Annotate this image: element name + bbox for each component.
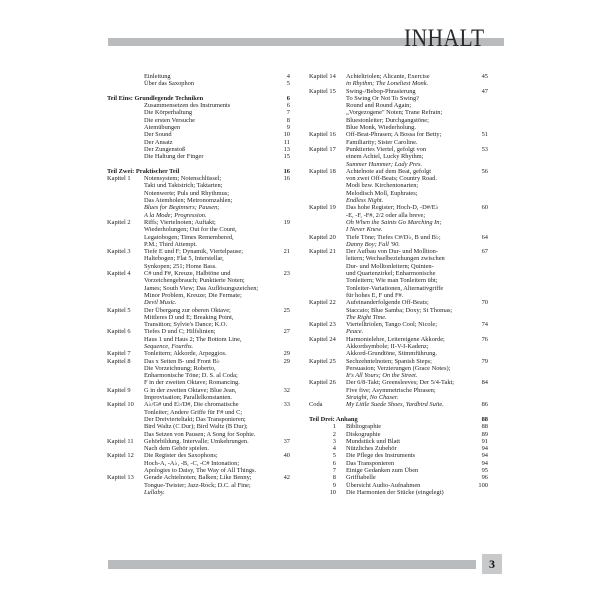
item-number: 3 <box>332 437 336 445</box>
entry-line: und Quartenzirkel; Enharmonische <box>346 270 436 278</box>
item-number: 10 <box>329 488 336 496</box>
entry-text <box>346 168 474 204</box>
section-title: Teil Drei: Anhang <box>309 415 358 423</box>
chapter-entry <box>309 358 488 380</box>
item-number <box>107 146 144 153</box>
item-page: 10 <box>283 131 290 139</box>
entry-label <box>107 80 144 87</box>
entry-line: Die Vorzeichnung; Roberto, <box>144 364 216 372</box>
appendix-item <box>309 445 488 452</box>
entry-line: Improvisation; Parallelkonstanten. <box>144 394 233 402</box>
entry-page: 53 <box>481 145 488 153</box>
entry-line: Die Register des Saxophons; <box>144 452 218 460</box>
entry-text <box>144 328 276 350</box>
entry-line: Vorzeichengebrauch; Punktierte Noten; <box>144 277 245 285</box>
chapter-entry <box>309 234 488 249</box>
entry-line: Harmonielehre, Leitereigene Akkorde; <box>346 335 445 343</box>
entry-line: Oh When the Saints Go Marching In; <box>346 218 442 226</box>
entry-line: Five five; Asymmetrische Phrasen; <box>346 386 436 394</box>
entry-line: Einleitung <box>144 73 171 80</box>
item-page: 94 <box>481 445 488 453</box>
entry-line: Enharmonische Töne; D. S. al Coda; <box>144 372 238 380</box>
entry-line: Mittleres D und E; Breaking Point, <box>144 313 234 321</box>
chapter-entry <box>107 474 290 496</box>
entry-label: Coda <box>309 401 323 409</box>
entry-label: Kapitel 8 <box>107 357 131 365</box>
item-page: 91 <box>481 437 488 445</box>
chapter-entry <box>309 131 488 146</box>
entry-text <box>346 146 474 168</box>
entry-label: Kapitel 2 <box>107 218 131 226</box>
entry-text <box>144 452 276 474</box>
entry-line: Dur- und Molltonleitern; Quinten- <box>346 262 434 270</box>
item-number <box>107 139 144 146</box>
entry-line: I Never Knew. <box>346 226 383 234</box>
chapter-entry <box>309 336 488 358</box>
entry-line: Tiefes D und C; Hilfslinien; <box>144 328 216 336</box>
entry-line: Notensystem; Notenschlüssel; <box>144 175 222 183</box>
entry-label: Kapitel 5 <box>107 306 131 314</box>
entry-label: Kapitel 24 <box>309 335 336 343</box>
intro-entry <box>107 80 290 87</box>
chapter-entry <box>309 88 488 132</box>
entry-line: P.M.; Third Attempt. <box>144 240 197 248</box>
entry-label: Kapitel 12 <box>107 452 134 460</box>
entry-line: für hohes E, F und F#. <box>346 291 404 299</box>
section-page: 16 <box>283 167 290 175</box>
item-text: Einige Gedanken zum Üben <box>346 467 419 475</box>
item-text: Das Transponieren <box>346 459 395 467</box>
entry-text <box>346 131 474 146</box>
entry-text <box>144 474 276 496</box>
entry-line: Peace. <box>346 328 364 336</box>
entry-page: 40 <box>283 452 290 460</box>
entry-line: Der 6/8-Takt; Greensleeves; Der 5/4-Takt; <box>346 379 455 387</box>
item-page: 11 <box>283 138 290 146</box>
entry-line: Tonleiter; Andere Griffe für F# und C; <box>144 408 243 416</box>
entry-line: Haltebogen; Flat 5, Interstellar, <box>144 255 224 263</box>
item-number: 2 <box>332 430 336 438</box>
entry-line: Gerade Achtelnoten; Balken; Like Benny; <box>144 474 252 482</box>
entry-line: Modi bzw. Kirchentonarten; <box>346 182 419 190</box>
entry-line: -E, -F, -F#, 2/2 oder alla breve; <box>346 211 426 219</box>
chapter-entry <box>309 401 488 408</box>
section-teil-drei <box>309 416 488 423</box>
entry-line: Staccato; Blue Samba; Doxy; St Thomas; <box>346 306 453 314</box>
entry-line: Der Dreivierteltakt; Das Transponieren; <box>144 415 246 423</box>
section-title: Teil Zwei: Praktischer Teil <box>107 167 180 175</box>
entry-page: 51 <box>481 131 488 139</box>
entry-label: Kapitel 14 <box>309 73 336 80</box>
appendix-item <box>309 423 488 430</box>
entry-label: Kapitel 21 <box>309 248 336 256</box>
list-item <box>107 139 290 146</box>
entry-page: 21 <box>283 248 290 256</box>
item-text: Die ersten Versuche <box>144 116 195 124</box>
item-text: Übersicht Audio-Aufnahmen <box>346 481 421 489</box>
entry-line: Gehörbildung. Intervalle; Umkehrungen. <box>144 437 249 445</box>
entry-text <box>346 204 474 233</box>
chapter-entry <box>107 328 290 350</box>
entry-page: 25 <box>283 306 290 314</box>
item-number <box>107 131 144 138</box>
entry-label: Kapitel 16 <box>309 131 336 139</box>
entry-page: 86 <box>481 401 488 409</box>
entry-page: 74 <box>481 321 488 329</box>
entry-line: Punktiertes Viertel, gefolgt von <box>346 145 427 153</box>
item-text: Zusammensetzen des Instruments <box>144 102 231 110</box>
entry-text <box>144 387 276 402</box>
entry-text <box>346 401 474 408</box>
entry-text <box>144 307 276 329</box>
entry-line: A la Mode; Progression. <box>144 211 207 219</box>
chapter-entry <box>107 270 290 306</box>
entry-line: G in der zweiten Oktave; Blue Jean, <box>144 386 237 394</box>
item-page: 6 <box>286 102 290 110</box>
entry-line: Notenwerte; Puls und Rhythmus; <box>144 189 230 197</box>
chapter-entry <box>309 168 488 204</box>
entry-label: Kapitel 1 <box>107 175 131 183</box>
entry-line: It's All Yours; On the Street. <box>346 372 418 380</box>
entry-text <box>346 321 474 336</box>
item-page: 88 <box>481 423 488 431</box>
entry-text <box>144 358 276 387</box>
entry-line: Das hohe Register; Hoch-D, -D#/E♭ <box>346 204 439 212</box>
entry-text <box>346 299 474 321</box>
item-text: Diskographie <box>346 430 381 438</box>
entry-line: Persuasion; Verzierungen (Grace Notes); <box>346 364 451 372</box>
item-number: 9 <box>332 481 336 489</box>
entry-line: in Rhythm; The Loneliest Monk. <box>346 80 429 88</box>
entry-page: 37 <box>283 437 290 445</box>
entry-line: einem Achtel, Lucky Rhythm; <box>346 153 424 161</box>
entry-line: Sequence, Fourths. <box>144 342 194 350</box>
entry-line: Wiederholungen; Out for the Count, <box>144 226 237 234</box>
item-text: Der Ansatz <box>144 138 173 146</box>
entry-page: 56 <box>481 167 488 175</box>
page-number: 3 <box>482 554 502 574</box>
item-page: 9 <box>286 124 290 132</box>
entry-page: 27 <box>283 328 290 336</box>
entry-page: 42 <box>283 474 290 482</box>
chapter-entry <box>309 321 488 336</box>
item-text: Der Sound <box>144 131 172 139</box>
item-text: Bibliographie <box>346 423 382 431</box>
item-page <box>474 489 488 496</box>
entry-label: Kapitel 10 <box>107 401 134 409</box>
appendix-item <box>309 467 488 474</box>
item-page: 8 <box>286 116 290 124</box>
entry-text <box>346 88 474 132</box>
entry-text <box>144 175 276 219</box>
entry-page: 60 <box>481 204 488 212</box>
entry-page: 16 <box>283 175 290 183</box>
entry-page: 23 <box>283 270 290 278</box>
entry-line: Tongue-Twister; Jazz-Rock; D.C. al Fine; <box>144 481 251 489</box>
entry-line: Tonleiter-Variationen, Alternativgriffe <box>346 284 444 292</box>
entry-text <box>144 401 276 437</box>
entry-label <box>107 73 144 80</box>
entry-line: Bird Waltz (C Dur); Bird Waltz (B Dur); <box>144 423 248 431</box>
item-number <box>107 109 144 116</box>
footer-bar <box>108 560 476 569</box>
entry-line: The Right Time. <box>346 313 387 321</box>
entry-line: Das Atemholen; Metronomzahlen; <box>144 197 233 205</box>
entry-line: Riffs; Viertelnoten; Auftakt; <box>144 218 216 226</box>
list-item <box>107 153 290 160</box>
toc-left-column <box>107 73 290 496</box>
item-page: 7 <box>286 109 290 117</box>
chapter-entry <box>107 438 290 453</box>
item-number: 4 <box>332 445 336 453</box>
entry-text <box>346 358 474 380</box>
entry-line: Über das Saxophon <box>144 80 195 88</box>
appendix-item <box>309 474 488 481</box>
entry-line: Takt und Taktstrich; Taktarten; <box>144 182 223 190</box>
entry-line: Der Aufbau von Dur- und Molltton- <box>346 248 438 256</box>
entry-line: Devil Music. <box>144 299 177 307</box>
entry-label: Kapitel 7 <box>107 350 131 358</box>
entry-line: Haus 1 und Haus 2; The Bottom Line, <box>144 335 242 343</box>
entry-text <box>346 248 474 299</box>
chapter-entry <box>107 387 290 402</box>
chapter-entry <box>107 219 290 248</box>
entry-label: Kapitel 4 <box>107 270 131 278</box>
item-page: 15 <box>283 153 290 161</box>
section-page: 6 <box>286 94 290 102</box>
entry-label: Kapitel 26 <box>309 379 336 387</box>
appendix-item <box>309 431 488 438</box>
entry-page: 32 <box>283 386 290 394</box>
entry-line: My Little Suede Shoes, Yardbird Suite. <box>346 401 444 409</box>
entry-line: Bluestonleiter; Durchgangstöne; <box>346 116 429 124</box>
item-text: Die Körperhaltung <box>144 109 193 117</box>
entry-line: Das Setzen von Pausen; A Song for Sophie. <box>144 430 256 438</box>
entry-line: Der Übergang zur oberen Oktave; <box>144 306 231 314</box>
item-text: Mundstück und Blatt <box>346 437 400 445</box>
entry-line: Transition; Sylvie's Dance; K.O. <box>144 321 228 329</box>
entry-label: Kapitel 23 <box>309 321 336 329</box>
list-item <box>107 124 290 131</box>
section-page: 88 <box>481 415 488 423</box>
entry-line: Tonleitern; Wie man Tonleitern übt; <box>346 277 438 285</box>
entry-line: Aufeinanderfolgende Off-Beats; <box>346 299 429 307</box>
appendix-item <box>309 489 488 496</box>
intro-entry <box>107 73 290 80</box>
entry-page: 64 <box>481 233 488 241</box>
entry-page: 29 <box>283 350 290 358</box>
entry-line: F in der zweiten Oktave; Romancing. <box>144 379 240 387</box>
chapter-entry <box>309 73 488 88</box>
entry-page: 67 <box>481 248 488 256</box>
entry-line: Blues for Beginners; Pausen; <box>144 204 220 212</box>
entry-line: Lullaby. <box>144 488 165 496</box>
item-number: 8 <box>332 474 336 482</box>
entry-line: Straight, No Chaser. <box>346 394 399 402</box>
chapter-entry <box>309 248 488 299</box>
entry-line: Akkordsymbole; II-V-I-Kadenz; <box>346 342 429 350</box>
list-item <box>107 117 290 124</box>
item-text: Der Zungenstoß <box>144 145 186 153</box>
entry-page: 79 <box>481 357 488 365</box>
entry-text <box>346 336 474 358</box>
item-page: 95 <box>481 467 488 475</box>
entry-text <box>144 350 276 357</box>
entry-text <box>144 438 276 453</box>
chapter-entry <box>309 146 488 168</box>
entry-page: 76 <box>481 335 488 343</box>
entry-label: Kapitel 17 <box>309 145 336 153</box>
entry-line: Achteltriolen; Alicante, Exercise <box>346 73 430 80</box>
list-item <box>107 102 290 109</box>
chapter-entry <box>107 452 290 474</box>
entry-page: 45 <box>481 73 488 80</box>
list-item <box>107 146 290 153</box>
entry-line: „Vorgezogene" Noten; Trane Refrain; <box>346 109 443 117</box>
entry-page: 29 <box>283 357 290 365</box>
item-number: 5 <box>332 452 336 460</box>
entry-label: Kapitel 6 <box>107 328 131 336</box>
item-text: Nützliches Zubehör <box>346 445 397 453</box>
item-page: 96 <box>481 474 488 482</box>
chapter-entry <box>107 248 290 270</box>
item-page: 89 <box>481 430 488 438</box>
entry-line: Das x Seiten B‑ und Front B♭ <box>144 357 220 365</box>
entry-text <box>144 73 276 80</box>
entry-line: Hoch-A, -A♭, -B, -C, -C# Intonation; <box>144 459 240 467</box>
item-number: 7 <box>332 467 336 475</box>
entry-page: 19 <box>283 218 290 226</box>
entry-page: 47 <box>481 87 488 95</box>
entry-line: James; South View; Das Auflösungszeichen; <box>144 284 259 292</box>
entry-line: Swing-/Bebop-Phrasierung <box>346 87 416 95</box>
item-number: 6 <box>332 459 336 467</box>
item-number <box>107 102 144 109</box>
entry-page: 84 <box>481 379 488 387</box>
list-item <box>107 131 290 138</box>
entry-line: Apologies to Daisy, The Way of All Things. <box>144 467 257 475</box>
item-text: Grifftabelle <box>346 474 376 482</box>
entry-label: Kapitel 25 <box>309 357 336 365</box>
chapter-entry <box>107 358 290 387</box>
item-text: Die Pflege des Instruments <box>346 452 416 460</box>
entry-label: Kapitel 13 <box>107 474 134 482</box>
entry-text <box>346 379 474 401</box>
entry-line: Nach dem Gehör spielen. <box>144 445 209 453</box>
page-title: INHALT <box>404 25 485 52</box>
item-page: 100 <box>478 481 488 489</box>
appendix-item <box>309 452 488 459</box>
entry-line: Tiefe E und F; Dynamik, Viertelpause; <box>144 248 244 256</box>
item-number <box>107 153 144 160</box>
entry-label: Kapitel 3 <box>107 248 131 256</box>
entry-line: Minor Problem, Kreuze; Die Fermate; <box>144 291 242 299</box>
entry-line: Melodisch Moll, Euphrates; <box>346 189 418 197</box>
section-title: Teil Eins: Grundlegende Techniken <box>107 94 204 102</box>
entry-text <box>346 234 474 249</box>
entry-label: Kapitel 11 <box>107 437 134 445</box>
entry-line: To Swing Or Not To Swing? <box>346 94 420 102</box>
entry-page: 70 <box>481 299 488 307</box>
toc-right-column <box>309 73 488 496</box>
entry-line: A♭/G# und E♭/D#, Die chromatische <box>144 401 239 409</box>
entry-line: Blue Monk, Wiederholung. <box>346 124 416 132</box>
chapter-entry <box>107 350 290 357</box>
entry-line: Synkopen; 251; Home Bass. <box>144 262 217 270</box>
entry-line: Viertelltriolen, Tango Cool; Nicole; <box>346 321 437 329</box>
entry-line: Achtelnote auf dem Beat, gefolgt <box>346 167 432 175</box>
entry-label: Kapitel 18 <box>309 167 336 175</box>
entry-line: Endless Night. <box>346 197 384 205</box>
section-teil-eins <box>107 95 290 102</box>
chapter-entry <box>107 175 290 219</box>
item-page: 13 <box>283 145 290 153</box>
entry-line: Tiefe Töne; Tiefes C#/D♭, B und B♭; <box>346 233 441 241</box>
item-number: 1 <box>332 423 336 431</box>
entry-line: Danny Boy; Fall '90. <box>346 240 400 248</box>
entry-page: 33 <box>283 401 290 409</box>
entry-line: leitern; Wechselbeziehungen zwischen <box>346 255 445 263</box>
entry-line: Off-Beat-Phrasen; A Bossa for Betty; <box>346 131 442 139</box>
item-text: Die Harmonien der Stücke (eingelegt) <box>346 488 444 496</box>
item-text: Die Haltung der Finger <box>144 153 204 161</box>
appendix-item <box>309 482 488 489</box>
entry-page: 5 <box>286 80 290 88</box>
entry-line: Familiarity; Sister Caroline. <box>346 138 418 146</box>
entry-line: Sechzehntelnoten; Spanish Steps; <box>346 357 432 365</box>
chapter-entry <box>107 401 290 437</box>
item-number <box>107 117 144 124</box>
item-text: Atemübungen <box>144 124 181 132</box>
entry-label: Kapitel 22 <box>309 299 336 307</box>
appendix-item <box>309 460 488 467</box>
entry-line: Akkord-Grundtöne, Stimmführung. <box>346 350 438 358</box>
entry-text <box>144 219 276 248</box>
entry-text <box>144 248 276 270</box>
chapter-entry <box>309 379 488 401</box>
entry-label: Kapitel 19 <box>309 204 336 212</box>
section-teil-zwei <box>107 168 290 175</box>
item-page: 94 <box>481 459 488 467</box>
chapter-entry <box>309 204 488 233</box>
entry-line: C# und F#, Kreuze, Halbtöne und <box>144 270 231 278</box>
entry-line: Tonleitern; Akkorde, Arpeggios. <box>144 350 227 358</box>
chapter-entry <box>309 299 488 321</box>
entry-line: Round and Round Again; <box>346 102 412 110</box>
entry-text <box>346 73 474 88</box>
entry-line: Summer Hummer; Lady Pres. <box>346 160 423 168</box>
entry-line: von zwei Off-Beats; Country Road. <box>346 175 437 183</box>
item-number <box>107 124 144 131</box>
chapter-entry <box>107 307 290 329</box>
appendix-item <box>309 438 488 445</box>
entry-text <box>144 270 276 306</box>
entry-page: 4 <box>286 73 290 80</box>
entry-text <box>144 80 276 87</box>
item-page: 94 <box>481 452 488 460</box>
entry-label: Kapitel 20 <box>309 233 336 241</box>
entry-line: Legatobogen; Times Remembered, <box>144 233 234 241</box>
entry-label: Kapitel 9 <box>107 386 131 394</box>
entry-label: Kapitel 15 <box>309 87 336 95</box>
list-item <box>107 109 290 116</box>
